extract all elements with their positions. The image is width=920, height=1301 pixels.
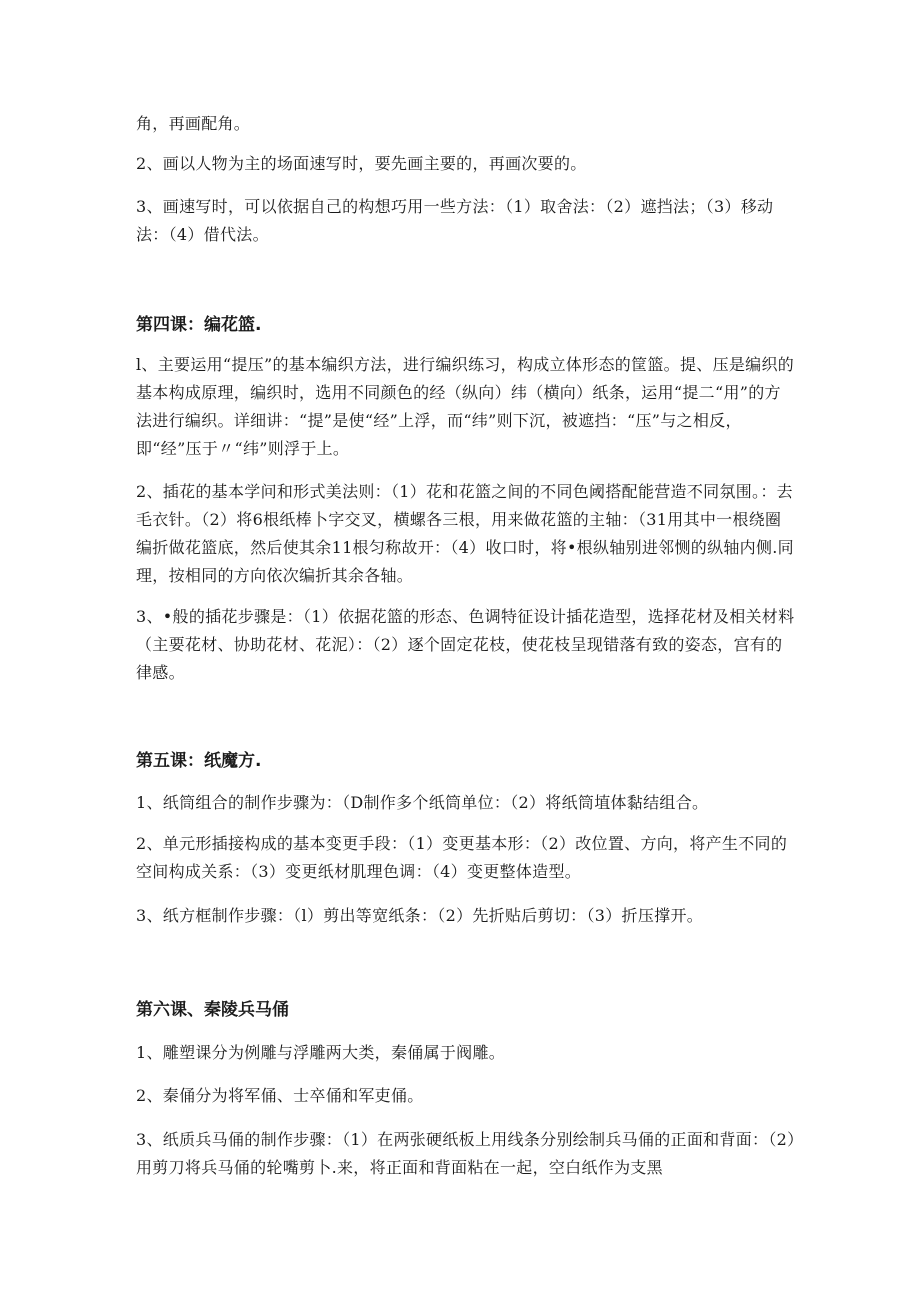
lesson-4-title: 第四课：编花篮.	[136, 315, 262, 335]
lesson-4-item-2: 2、插花的基本学问和形式美法则：（1）花和花篮之间的不同色阈搭配能营造不同氛围。：去毛衣针。（2）将6根纸棒卜字交叉，横螺各三根，用来做花篮的主轴：（31用其中一根绕圈编折做花篮底，然后使其余11根匀称故开：（4）收口时，将•根纵轴别进邻恻的纵轴内侧.同理，按相同的方向依次编折其余各轴。	[136, 482, 794, 585]
lesson-5-item-2: 2、单元形插接构成的基本变更手段：（1）变更基本形：（2）改位置、方向，将产生不同的空间构成关系：（3）变更纸材肌理色调：（4）变更整体造型。	[136, 834, 788, 881]
paragraph-item-2: 2、画以人物为主的场面速写时，要先画主要的，再画次要的。	[136, 154, 587, 173]
lesson-6-item-1: 1、雕塑课分为例雕与浮雕两大类，秦俑属于阀雕。	[136, 1043, 506, 1062]
lesson-5-title: 第五课：纸魔方.	[136, 751, 262, 771]
lesson-4-item-3: 3、•般的插花步骤是：（1）依据花篮的形态、色调特征设计插花造型，选择花材及相关材料（主要花材、协助花材、花泥）：（2）逐个固定花枝，使花枝呈现错落有致的姿态，宫有的律感。	[136, 607, 795, 682]
lesson-6-item-3: 3、纸质兵马俑的制作步骤：（1）在两张硬纸板上用线条分别绘制兵马俑的正面和背面：（2）用剪刀将兵马俑的轮嘴剪卜.来，将正面和背面粘在一起，空白纸作为支黑	[136, 1130, 796, 1177]
paragraph-item-3: 3、画速写时，可以依据自己的构想巧用一些方法：（1）取舍法：（2）遮挡法；（3）移动法：（4）借代法。	[136, 197, 774, 244]
lesson-4-item-1: l、主要运用“提压”的基本编织方法，进行编织练习，构成立体形态的筐篮。提、压是编织的基本构成原理，编织时，选用不同颜色的经（纵向）纬（横向）纸条，运用“提二“用”的方法进行编织。详细讲：“提”是使“经”上浮，而“纬”则下沉，被遮挡：“压”与之相反，即“经”压于〃“纬”则浮于上。	[136, 355, 795, 458]
lesson-6-item-2: 2、秦俑分为将军俑、士卒俑和军吏俑。	[136, 1086, 424, 1105]
lesson-5-item-3: 3、纸方框制作步骤：（l）剪出等宽纸条：（2）先折贴后剪切：（3）折压撑开。	[136, 906, 704, 925]
lesson-5-item-1: 1、纸筒组合的制作步骤为：（D制作多个纸筒单位：（2）将纸筒埴体黏结组合。	[136, 793, 709, 812]
paragraph-continuation: 角，再画配角。	[136, 114, 251, 133]
lesson-6-title: 第六课、秦陵兵马俑	[136, 1000, 289, 1020]
